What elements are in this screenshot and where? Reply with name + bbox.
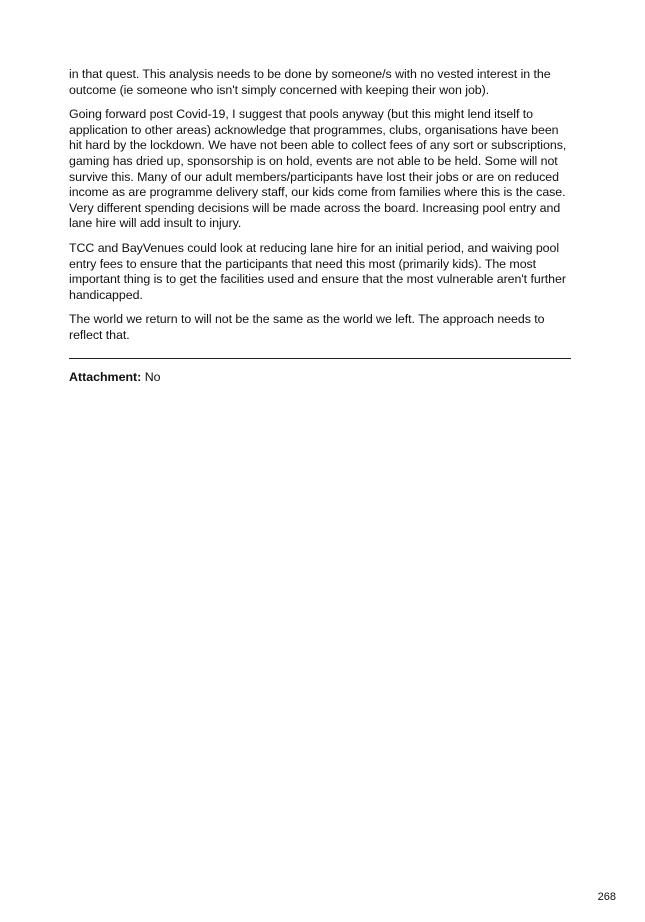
paragraph-2: Going forward post Covid-19, I suggest that pools anyway (but this might lend itself to application to other areas) acknowledge that programmes, clubs, organisations have been hit hard by the lockdown. We have not been able to collect fees of any sort or subscriptions, gaming has dried up, sponsorship is on hold, events are not able to be held. Some will not survive this. Many of our adult members/participants have lost their jobs or are on reduced income as are programme delivery staff, our kids come from families where this is the case. Very different spending decisions will be made across the board. Increasing pool entry and lane hire will add insult to injury.	[69, 107, 567, 231]
paragraph-1: in that quest. This analysis needs to be done by someone/s with no vested interest in the outcome (ie someone who isn't simply concerned with keeping their won job).	[69, 67, 551, 97]
document-page	[69, 67, 574, 385]
section-divider	[69, 358, 571, 359]
paragraph-3: TCC and BayVenues could look at reducing lane hire for an initial period, and waiving pool entry fees to ensure that the participants that need this most (primarily kids). The most important thing is to get the facilities used and ensure that the most vulnerable aren't further handicapped.	[69, 240, 566, 302]
attachment-value: No	[144, 369, 161, 384]
page-number: 268	[597, 891, 616, 903]
attachment-label: Attachment:	[69, 369, 142, 384]
attachment-line	[69, 370, 574, 386]
paragraph-4: The world we return to will not be the same as the world we left. The approach needs to reflect that.	[69, 312, 545, 342]
